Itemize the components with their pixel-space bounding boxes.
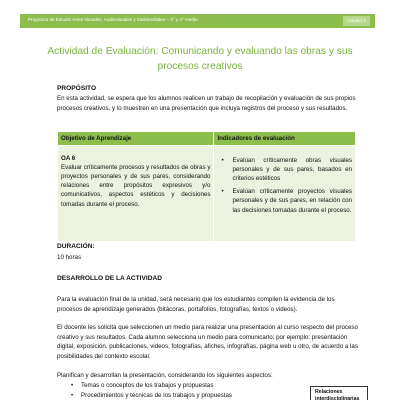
development-paragraph-2: El docente les solicita que seleccionen un medio para realizar una presentación al curso respecto del proceso creativo y sus resultados. Cada alumno selecciona un medio para comunicarlo; por ejemplo: presentación digital, exposición, publicaciones, videos, fotografías, afiches, infografías, página web u otro, de acuerdo a las posibilidades del contexto escolar. (57, 324, 358, 360)
indicator-item: • Evalúan críticamente proyectos visuales personales y de sus pares, en relación con las decisiones tomadas durante el proceso. (217, 187, 352, 214)
interdisciplinary-label-2: interdisciplinarias (315, 396, 360, 400)
table-row (58, 146, 356, 242)
interdisciplinary-box (310, 386, 368, 400)
list-item: • Procedimientos y técnicas de los trabajos y propuestas (77, 391, 277, 400)
unit-badge: Unidad 1 (343, 16, 370, 26)
col-objective-header: Objetivo de Aprendizaje (58, 132, 214, 146)
objectives-table-header (58, 132, 356, 146)
development-paragraph-3: Planifican y desarrollan la presentación, considerando los siguientes aspectos: (57, 372, 273, 379)
aspects-list (77, 381, 277, 400)
development-heading: DESARROLLO DE LA ACTIVIDAD (57, 275, 163, 282)
activity-title: Actividad de Evaluación: Comunicando y evaluando las obras y sus procesos creativos (47, 46, 353, 72)
header-bar (20, 14, 375, 28)
oa-code: OA 6 (61, 155, 76, 163)
objective-cell (58, 146, 214, 242)
col-indicators-header: Indicadores de evaluación (214, 132, 356, 146)
objectives-table (57, 131, 356, 242)
purpose-text: En esta actividad, se espera que los alumnos realicen un trabajo de recopilación y evaluación de sus propios procesos creativos, y lo muestren en una presentación que incluya registros del proceso y sus resultados. (57, 95, 356, 112)
indicator-item: • Evalúan críticamente obras visuales personales y de sus pares, basados en criterios estéticos (217, 156, 352, 183)
list-item: • Temas o conceptos de los trabajos y propuestas (77, 381, 277, 391)
purpose-heading: PROPÓSITO (57, 85, 97, 92)
oa-text: Evaluar críticamente procesos y resultados de obras y proyectos personales y de sus pares, considerando relaciones entre propósitos expresivos y/o comunicativos, aspectos estéticos y decisiones tomadas durante el proceso. (61, 164, 211, 208)
duration-value: 10 horas (57, 254, 82, 261)
program-header: Programa de Estudio Artes Visuales, Audiovisuales y Multimediales – 3° y 4° medio (28, 17, 198, 22)
development-paragraph-1: Para la evaluación final de la unidad, será necesario que los estudiantes compilen la evidencia de los procesos de aprendizaje generados (bitácoras, portafolios, fotografías, textos o videos). (57, 296, 335, 313)
duration-heading: DURACIÓN: (57, 243, 95, 250)
indicators-cell (214, 146, 356, 242)
indicators-list (217, 156, 352, 215)
interdisciplinary-label-1: Relaciones (315, 389, 343, 395)
